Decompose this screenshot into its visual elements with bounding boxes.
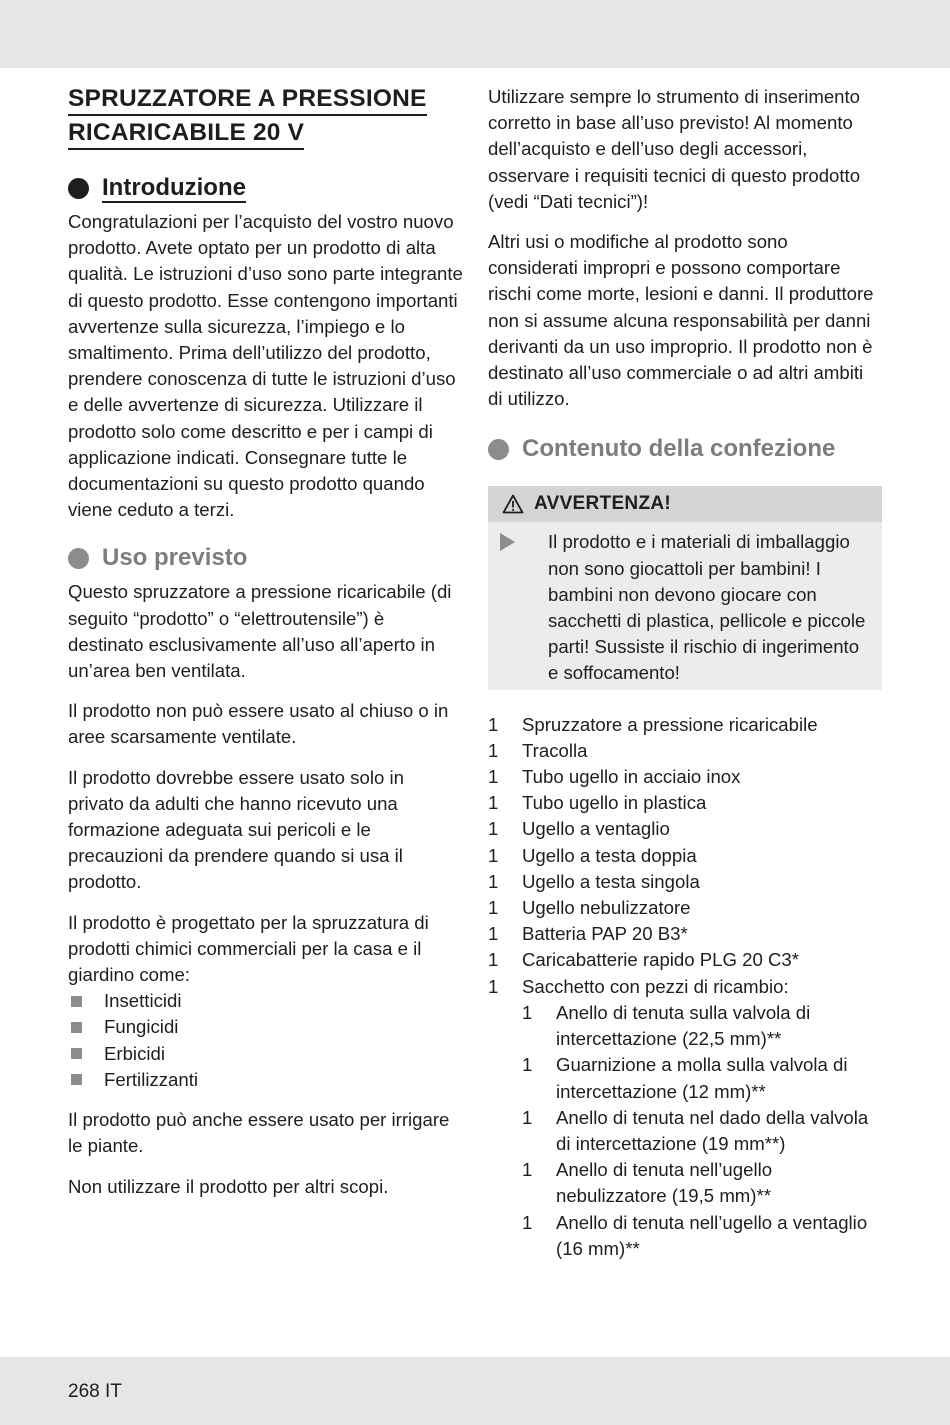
item-label: Ugello a ventaglio [522,818,670,840]
use-paragraph-4: Il prodotto è progettato per la spruzzatura di prodotti chimici commerciali per la casa e il giardino come: [68,911,429,986]
list-item [488,712,882,738]
square-bullet-icon [71,1074,82,1085]
list-item: Insetticidi [68,988,463,1014]
page-number: 268 IT [68,1381,122,1402]
item-label: Sacchetto con pezzi di ricambio: [522,975,789,997]
item-quantity: 1 [522,1211,533,1233]
use-heading-text: Uso previsto [102,544,248,572]
square-bullet-icon [71,996,82,1007]
title-line-1: SPRUZZATORE A PRESSIONE [68,84,427,116]
spare-part-item [488,1210,882,1262]
warning-triangle-icon [502,494,524,514]
list-item [488,947,882,973]
spare-part-item [488,1105,882,1157]
contents-heading-text: Contenuto della confezione [522,435,836,463]
item-label: Spruzzatore a pressione ricaricabile [522,713,818,735]
list-item [488,816,882,842]
item-label: Tracolla [522,739,588,761]
bullet-dot-icon [68,178,89,199]
item-label: Tubo ugello in acciaio inox [522,766,741,788]
item-quantity: 1 [488,739,499,761]
title-line-2: RICARICABILE 20 V [68,118,304,150]
item-label: Anello di tenuta nell’ugello nebulizzatore (19,5 mm)** [556,1159,773,1207]
spare-part-item [488,1000,882,1052]
item-label: Ugello a testa singola [522,870,700,892]
left-column [68,82,463,1200]
bottom-band [0,1357,950,1425]
item-label: Caricabatterie rapido PLG 20 C3* [522,949,799,971]
contents-list [488,712,882,1262]
use-paragraph-1: Questo spruzzatore a pressione ricaricabile (di seguito “prodotto” o “elettroutensile”) è destinato esclusivamente all’uso all’aperto in un’area ben ventilata. [68,581,452,682]
intro-paragraph: Congratulazioni per l’acquisto del vostro nuovo prodotto. Avete optato per un prodotto di alta qualità. Le istruzioni d’uso sono parte integrante di questo prodotto. Esse contengono importanti avvertenze sulla sicurezza, l’impiego e lo smaltimento. Prima dell’utilizzo del prodotto, prendere conoscenza di tutte le istruzioni d’uso e delle avvertenze di sicurezza. Utilizzare il prodotto solo come descritto e per i campi di applicazione indicati. Consegnare tutte le documentazioni su questo prodotto quando viene ceduto a terzi. [68,211,463,521]
accessory-paragraph: Utilizzare sempre lo strumento di inserimento corretto in base all’uso previsto! Al momento dell’acquisto e dell’uso degli accessori, osservare i requisiti tecnici di questo prodotto (vedi “Dati tecnici”)! [488,86,861,212]
list-item [488,921,882,947]
use-paragraph-2: Il prodotto non può essere usato al chiuso o in aree scarsamente ventilate. [68,700,449,748]
use-heading [68,543,463,573]
list-item: Fertilizzanti [68,1067,463,1093]
bullet-dot-icon [68,548,89,569]
item-label: Ugello a testa doppia [522,844,697,866]
item-label: Guarnizione a molla sulla valvola di intercettazione (12 mm)** [556,1054,848,1102]
chemicals-list [68,988,463,1093]
list-item [488,843,882,869]
item-quantity: 1 [488,923,499,945]
item-quantity: 1 [522,1106,533,1128]
item-quantity: 1 [488,766,499,788]
item-quantity: 1 [522,1001,533,1023]
use-paragraph-6: Non utilizzare il prodotto per altri scopi. [68,1175,389,1197]
item-quantity: 1 [488,870,499,892]
intro-heading [68,174,463,203]
spare-part-item [488,1052,882,1104]
item-label: Tubo ugello in plastica [522,792,707,814]
item-quantity: 1 [488,818,499,840]
warning-body [488,522,882,689]
spare-part-item [488,1157,882,1209]
arrow-bullet-icon [500,533,530,551]
list-item [488,974,882,1000]
square-bullet-icon [71,1048,82,1059]
item-label: Anello di tenuta nel dado della valvola di intercettazione (19 mm**) [556,1106,869,1154]
intro-heading-text: Introduzione [102,174,246,201]
use-paragraph-3: Il prodotto dovrebbe essere usato solo in privato da adulti che hanno ricevuto una formazione adeguata sui pericoli e le precauzioni da prendere quando si usa il prodotto. [68,766,404,893]
warning-box [488,486,882,689]
item-quantity: 1 [522,1054,533,1076]
item-quantity: 1 [488,897,499,919]
list-item: Erbicidi [68,1041,463,1067]
item-label: Anello di tenuta nell’ugello a ventaglio (16 mm)** [556,1211,868,1259]
item-quantity: 1 [488,713,499,735]
list-item [488,790,882,816]
warning-text: Il prodotto e i materiali di imballaggio non sono giocattoli per bambini! I bambini non devono giocare con sacchetti di plastica, pellicole e piccole parti! Sussiste il rischio di ingerimento e soffocamento! [548,531,866,684]
item-label: Ugello nebulizzatore [522,897,691,919]
item-quantity: 1 [488,975,499,997]
item-quantity: 1 [488,792,499,814]
square-bullet-icon [71,1022,82,1033]
list-item: Fungicidi [68,1014,463,1040]
item-label: Batteria PAP 20 B3* [522,923,688,945]
list-item [488,869,882,895]
item-quantity: 1 [488,844,499,866]
document-title [68,82,463,150]
item-quantity: 1 [488,949,499,971]
item-label: Anello di tenuta sulla valvola di intercettazione (22,5 mm)** [556,1001,811,1050]
contents-heading [488,434,882,464]
use-paragraph-5: Il prodotto può anche essere usato per irrigare le piante. [68,1109,450,1157]
list-item [488,738,882,764]
improper-use-paragraph: Altri usi o modifiche al prodotto sono considerati impropri e possono comportare rischi come morte, lesioni e danni. Il produttore non si assume alcuna responsabilità per danni derivanti da un uso improprio. Il prodotto non è destinato all’uso commerciale o ad altri ambiti di utilizzo. [488,231,874,410]
item-quantity: 1 [522,1159,533,1181]
bullet-dot-icon [488,439,509,460]
list-item [488,764,882,790]
top-band [0,0,950,68]
list-item [488,895,882,921]
right-column [488,84,882,1262]
warning-title: AVVERTENZA! [534,493,672,515]
warning-header [488,486,882,522]
